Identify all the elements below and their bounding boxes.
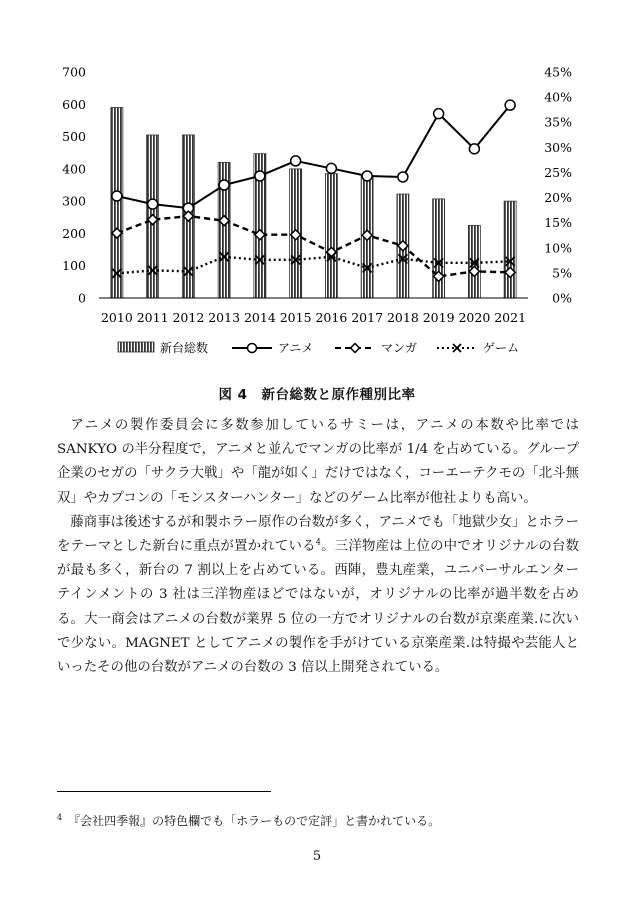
bar-2021 — [504, 201, 516, 298]
x-tick-label: 2020 — [458, 310, 491, 325]
x-tick-label: 2015 — [279, 310, 312, 325]
y-right-tick-label: 30% — [544, 139, 572, 155]
paragraph-2-part-2: 。三洋物産は上位の中でオリジナルの台数が最も多く，新台の 7 割以上を占めている。西陣，豊丸産業，ユニバーサルエンターテインメントの 3 社は三洋物産ほどではないが，オリジナルの比率が過半数を占める。大一商会はアニメの台数が業界 5 位の一方でオリジナルの台数が京楽産業.に次いで少ない。MAGNET としてアニメの製作を手がけている京楽産業.は特撮や芸能人といったその他の台数がアニメの台数の 3 倍以上開発されている。 — [57, 539, 579, 676]
footnote-text: 『会社四季報』の特色欄でも「ホラーもので定評」と書かれている。 — [68, 814, 441, 828]
y-right-tick-label: 35% — [544, 114, 572, 130]
y-left-tick-label: 500 — [62, 129, 86, 145]
point-アニメ-2014 — [255, 171, 265, 181]
point-アニメ-2020 — [469, 144, 479, 154]
series-line-ゲーム — [117, 257, 510, 274]
x-tick-label: 2017 — [351, 310, 384, 325]
y-right-tick-label: 0% — [552, 290, 572, 306]
x-tick-label: 2011 — [136, 310, 169, 325]
x-tick-label: 2012 — [172, 310, 205, 325]
legend-item-新台総数 — [118, 340, 208, 355]
chart — [0, 0, 634, 370]
y-left-tick-label: 400 — [62, 161, 86, 177]
y-right-tick-label: 40% — [544, 89, 572, 105]
y-right-tick-label: 15% — [544, 215, 572, 231]
point-アニメ-2011 — [148, 199, 158, 209]
bar-2016 — [325, 174, 337, 298]
point-アニメ-2015 — [291, 156, 301, 166]
series-line-マンガ — [117, 216, 510, 276]
paragraph-2-part-1: 藤商事は後述するが和製ホラー原作の台数が多く，アニメでも「地獄少女」とホラーをテーマとした新台に重点が置かれている — [57, 514, 579, 555]
point-アニメ-2013 — [219, 180, 229, 190]
y-left-tick-label: 200 — [62, 225, 86, 241]
figure-caption: 図 4 新台総数と原作種別比率 — [218, 387, 416, 403]
y-right-tick-label: 10% — [544, 240, 572, 256]
point-アニメ-2019 — [434, 109, 444, 119]
point-アニメ-2017 — [362, 171, 372, 181]
legend-item-マンガ — [335, 341, 417, 355]
footnote-ref[interactable]: 4 — [315, 537, 321, 547]
legend-marker — [351, 344, 360, 353]
y-right-tick-label: 25% — [544, 164, 572, 180]
x-tick-label: 2014 — [243, 310, 276, 325]
footnote — [57, 812, 440, 829]
footnote-rule — [57, 791, 271, 792]
page-number: 5 — [312, 849, 322, 864]
legend-label: アニメ — [278, 341, 314, 355]
x-tick-label: 2021 — [494, 310, 527, 325]
x-tick-label: 2016 — [315, 310, 348, 325]
body-text — [57, 414, 579, 680]
point-アニメ-2018 — [398, 172, 408, 182]
legend-marker — [248, 344, 257, 353]
y-left-tick-label: 700 — [62, 64, 86, 80]
y-left-tick-label: 0 — [78, 290, 86, 306]
point-アニメ-2010 — [112, 191, 122, 201]
point-アニメ-2016 — [326, 163, 336, 173]
legend-item-アニメ — [232, 341, 313, 355]
x-tick-label: 2019 — [422, 310, 455, 325]
paragraph-2 — [57, 511, 579, 680]
paragraph-1: アニメの製作委員会に多数参加しているサミーは，アニメの本数や比率ではSANKYO の半分程度で，アニメと並んでマンガの比率が 1/4 を占めている。グループ企業のセガの「サクラ大戦」や「龍が如く」だけではなく，コーエーテクモの「北斗無双」やカプコンの「モンスターハンター」などのゲーム比率が他社よりも高い。 — [57, 418, 579, 506]
legend-label: ゲーム — [483, 341, 520, 355]
x-tick-label: 2010 — [100, 310, 133, 325]
point-アニメ-2021 — [505, 100, 515, 110]
y-right-tick-label: 20% — [544, 190, 572, 206]
legend-item-ゲーム — [437, 341, 519, 355]
legend-label: マンガ — [381, 341, 418, 355]
legend-bar-swatch — [118, 342, 154, 352]
series-line-アニメ — [117, 105, 510, 208]
footnote-number: 4 — [57, 813, 63, 822]
x-tick-label: 2018 — [386, 310, 419, 325]
y-right-tick-label: 5% — [552, 265, 572, 281]
y-left-tick-label: 600 — [62, 96, 86, 112]
x-tick-label: 2013 — [208, 310, 241, 325]
bar-2019 — [433, 199, 445, 298]
y-left-tick-label: 300 — [62, 193, 86, 209]
legend-label: 新台総数 — [160, 341, 209, 355]
y-left-tick-label: 100 — [62, 258, 86, 274]
y-right-tick-label: 45% — [544, 64, 572, 80]
